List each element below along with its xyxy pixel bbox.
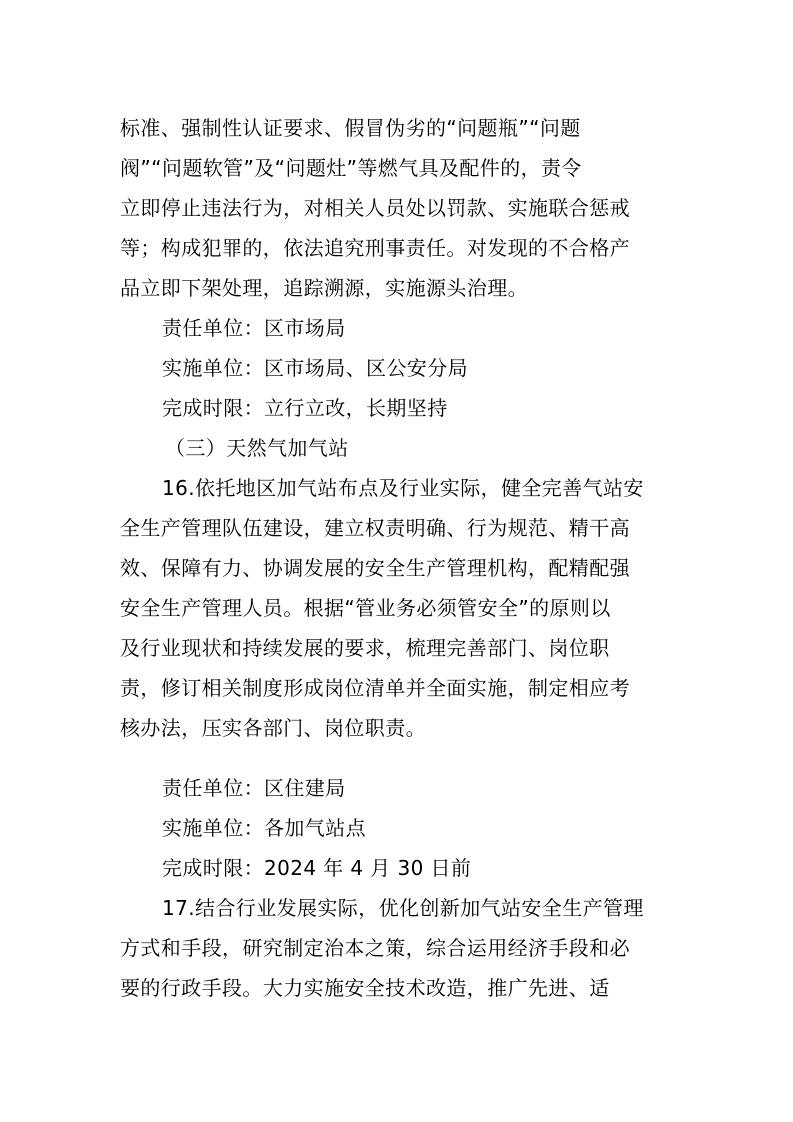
paragraph-line: 16.依托地区加气站布点及行业实际，健全完善气站安 <box>162 476 644 500</box>
paragraph-line: 责，修订相关制度形成岗位清单并全面实施，制定相应考 <box>120 676 630 700</box>
paragraph-line: 立即停止违法行为，对相关人员处以罚款、实施联合惩戒 <box>120 196 630 220</box>
paragraph-line: 核办法，压实各部门、岗位职责。 <box>120 716 426 740</box>
responsible-unit-line: 责任单位：区市场局 <box>162 316 346 340</box>
paragraph-line: 等；构成犯罪的，依法追究刑事责任。对发现的不合格产 <box>120 236 630 260</box>
paragraph-line: 阀”“问题软管”及“问题灶”等燃气具及配件的，责令 <box>120 156 582 180</box>
paragraph-line: 17.结合行业发展实际，优化创新加气站安全生产管理 <box>162 896 644 920</box>
paragraph-line: 及行业现状和持续发展的要求，梳理完善部门、岗位职 <box>120 636 610 660</box>
paragraph-line: 全生产管理队伍建设，建立权责明确、行为规范、精干高 <box>120 516 630 540</box>
paragraph-line: 效、保障有力、协调发展的安全生产管理机构，配精配强 <box>120 556 630 580</box>
paragraph-line: 方式和手段，研究制定治本之策，综合运用经济手段和必 <box>120 936 630 960</box>
responsible-unit-line: 责任单位：区住建局 <box>162 776 346 800</box>
paragraph-line: 要的行政手段。大力实施安全技术改造，推广先进、适 <box>120 976 610 1000</box>
implementing-unit-line: 实施单位：区市场局、区公安分局 <box>162 356 468 380</box>
paragraph-line: 标准、强制性认证要求、假冒伪劣的“问题瓶”“问题 <box>120 116 581 140</box>
paragraph-line: 安全生产管理人员。根据“管业务必须管安全”的原则以 <box>120 596 611 620</box>
paragraph-line: 品立即下架处理，追踪溯源，实施源头治理。 <box>120 276 528 300</box>
implementing-unit-line: 实施单位：各加气站点 <box>162 816 366 840</box>
deadline-line: 完成时限：立行立改，长期坚持 <box>162 396 448 420</box>
section-heading: （三）天然气加气站 <box>165 436 349 460</box>
deadline-line: 完成时限：2024 年 4 月 30 日前 <box>162 856 472 880</box>
